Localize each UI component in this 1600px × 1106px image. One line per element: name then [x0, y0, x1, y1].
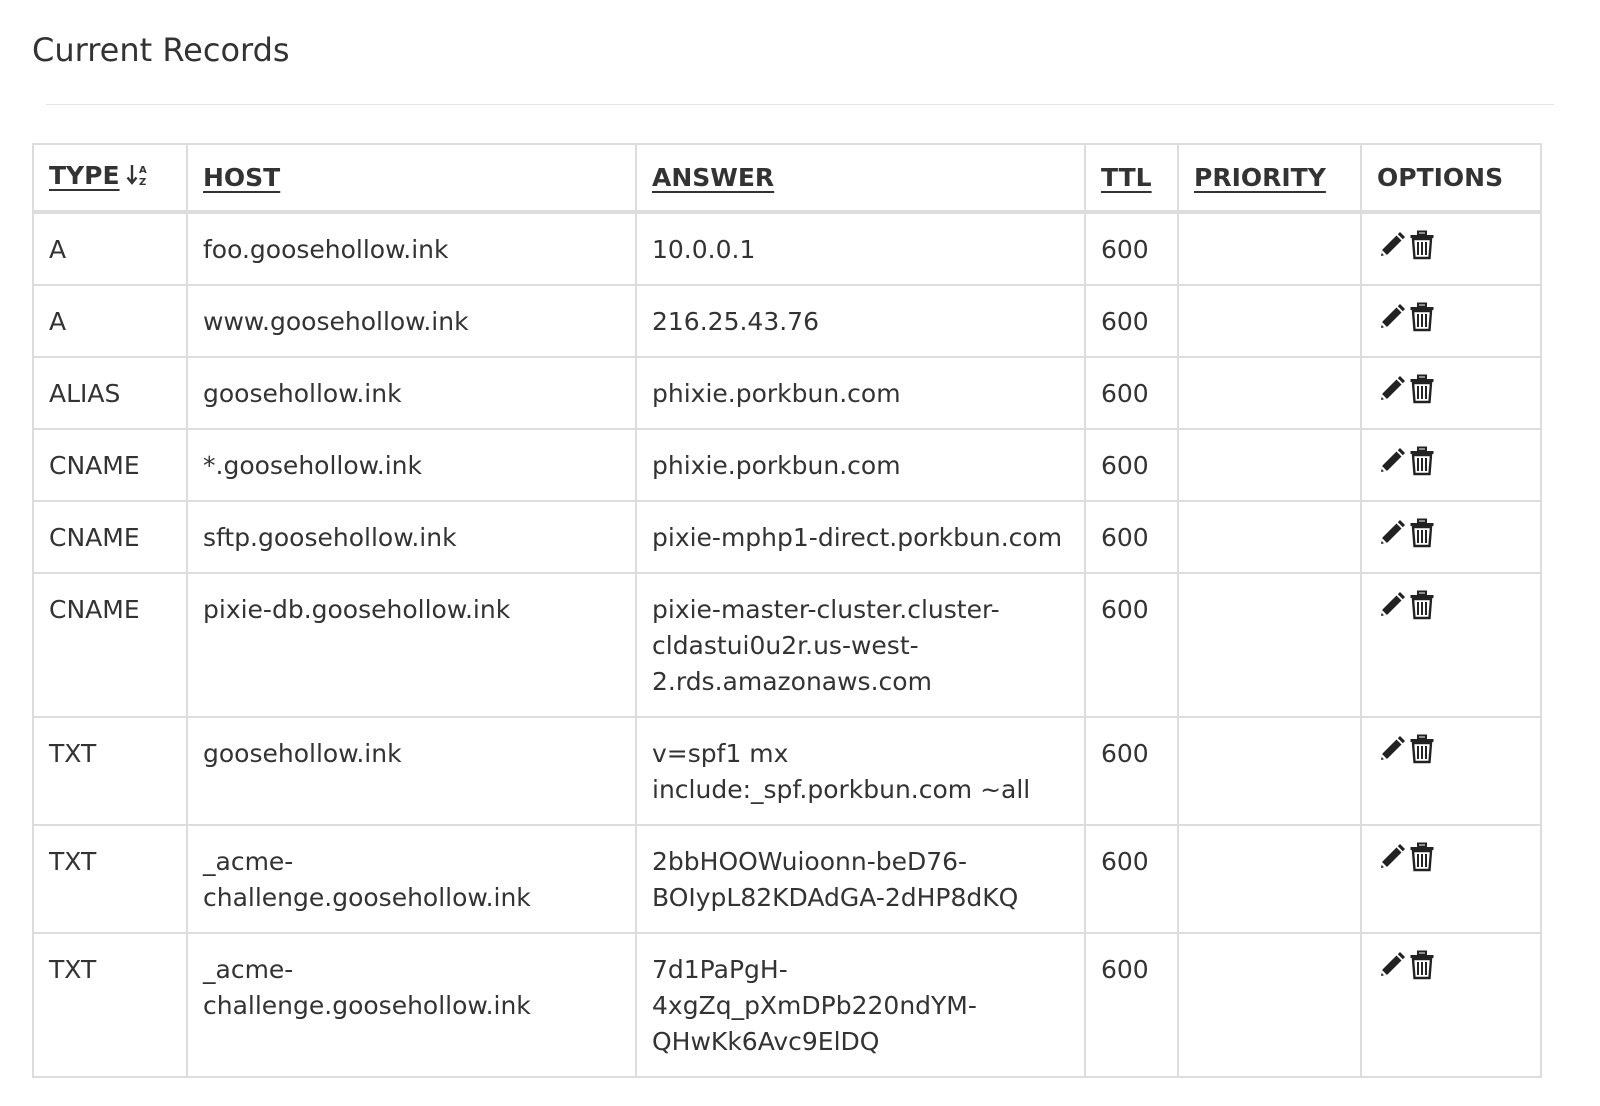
- sort-by-answer-link[interactable]: ANSWER: [652, 163, 775, 192]
- pencil-icon[interactable]: [1377, 518, 1405, 548]
- record-ttl: 600: [1085, 573, 1178, 717]
- record-priority: [1178, 357, 1361, 429]
- table-row: [33, 285, 1541, 357]
- sort-by-host-link[interactable]: HOST: [203, 163, 281, 192]
- table-row: [33, 825, 1541, 933]
- record-priority: [1178, 933, 1361, 1077]
- records-body: [33, 212, 1541, 1077]
- record-type: TXT: [33, 933, 187, 1077]
- header-ttl: [1085, 144, 1178, 212]
- trash-icon[interactable]: [1409, 302, 1437, 332]
- record-ttl: 600: [1085, 285, 1178, 357]
- record-host: _acme-challenge.goosehollow.ink: [187, 825, 636, 933]
- record-priority: [1178, 212, 1361, 285]
- trash-icon[interactable]: [1409, 446, 1437, 476]
- svg-text:A: A: [138, 165, 147, 176]
- record-host: goosehollow.ink: [187, 717, 636, 825]
- trash-icon[interactable]: [1409, 734, 1437, 764]
- record-host: foo.goosehollow.ink: [187, 212, 636, 285]
- pencil-icon[interactable]: [1377, 230, 1405, 260]
- sort-by-type-link[interactable]: TYPE: [49, 161, 120, 190]
- trash-icon[interactable]: [1409, 374, 1437, 404]
- record-answer: 216.25.43.76: [636, 285, 1085, 357]
- pencil-icon[interactable]: [1377, 590, 1405, 620]
- pencil-icon[interactable]: [1377, 446, 1405, 476]
- record-ttl: 600: [1085, 501, 1178, 573]
- sort-by-priority-link[interactable]: PRIORITY: [1194, 163, 1326, 192]
- sort-by-ttl-link[interactable]: TTL: [1101, 163, 1152, 192]
- svg-text:Z: Z: [138, 177, 146, 188]
- table-row: [33, 717, 1541, 825]
- record-ttl: 600: [1085, 717, 1178, 825]
- record-answer: 2bbHOOWuioonn-beD76-BOIypL82KDAdGA-2dHP8dKQ: [636, 825, 1085, 933]
- record-type: TXT: [33, 825, 187, 933]
- record-answer: pixie-mphp1-direct.porkbun.com: [636, 501, 1085, 573]
- record-host: pixie-db.goosehollow.ink: [187, 573, 636, 717]
- table-row: [33, 933, 1541, 1077]
- record-answer: pixie-master-cluster.cluster-cldastui0u2r.us-west-2.rds.amazonaws.com: [636, 573, 1085, 717]
- record-host: sftp.goosehollow.ink: [187, 501, 636, 573]
- record-answer: phixie.porkbun.com: [636, 357, 1085, 429]
- header-answer: [636, 144, 1085, 212]
- pencil-icon[interactable]: [1377, 842, 1405, 872]
- table-row: [33, 501, 1541, 573]
- table-row: [33, 212, 1541, 285]
- record-ttl: 600: [1085, 825, 1178, 933]
- trash-icon[interactable]: [1409, 842, 1437, 872]
- header-host: [187, 144, 636, 212]
- record-ttl: 600: [1085, 429, 1178, 501]
- record-priority: [1178, 573, 1361, 717]
- record-type: A: [33, 212, 187, 285]
- record-ttl: 600: [1085, 933, 1178, 1077]
- record-ttl: 600: [1085, 357, 1178, 429]
- pencil-icon[interactable]: [1377, 302, 1405, 332]
- record-options: [1361, 825, 1541, 933]
- record-priority: [1178, 717, 1361, 825]
- record-ttl: 600: [1085, 212, 1178, 285]
- trash-icon[interactable]: [1409, 950, 1437, 980]
- record-type: ALIAS: [33, 357, 187, 429]
- record-options: [1361, 933, 1541, 1077]
- header-type: [33, 144, 187, 212]
- title-divider: [46, 104, 1554, 105]
- record-answer: 7d1PaPgH-4xgZq_pXmDPb220ndYM-QHwKk6Avc9ElDQ: [636, 933, 1085, 1077]
- record-options: [1361, 357, 1541, 429]
- header-priority: [1178, 144, 1361, 212]
- record-type: A: [33, 285, 187, 357]
- pencil-icon[interactable]: [1377, 374, 1405, 404]
- record-priority: [1178, 429, 1361, 501]
- table-row: [33, 573, 1541, 717]
- record-answer: phixie.porkbun.com: [636, 429, 1085, 501]
- record-type: CNAME: [33, 573, 187, 717]
- trash-icon[interactable]: [1409, 590, 1437, 620]
- pencil-icon[interactable]: [1377, 950, 1405, 980]
- page-title: Current Records: [32, 31, 290, 69]
- record-options: [1361, 717, 1541, 825]
- table-row: [33, 429, 1541, 501]
- table-row: [33, 357, 1541, 429]
- pencil-icon[interactable]: [1377, 734, 1405, 764]
- record-options: [1361, 429, 1541, 501]
- record-options: [1361, 212, 1541, 285]
- record-priority: [1178, 285, 1361, 357]
- trash-icon[interactable]: [1409, 518, 1437, 548]
- record-host: goosehollow.ink: [187, 357, 636, 429]
- record-options: [1361, 501, 1541, 573]
- record-answer: 10.0.0.1: [636, 212, 1085, 285]
- record-type: TXT: [33, 717, 187, 825]
- record-host: *.goosehollow.ink: [187, 429, 636, 501]
- record-priority: [1178, 825, 1361, 933]
- record-answer: v=spf1 mx include:_spf.porkbun.com ~all: [636, 717, 1085, 825]
- record-host: www.goosehollow.ink: [187, 285, 636, 357]
- record-type: CNAME: [33, 501, 187, 573]
- record-host: _acme-challenge.goosehollow.ink: [187, 933, 636, 1077]
- record-priority: [1178, 501, 1361, 573]
- record-options: [1361, 573, 1541, 717]
- trash-icon[interactable]: [1409, 230, 1437, 260]
- table-header-row: [33, 144, 1541, 212]
- record-options: [1361, 285, 1541, 357]
- header-options: OPTIONS: [1361, 144, 1541, 212]
- dns-records-table: [32, 143, 1542, 1078]
- record-type: CNAME: [33, 429, 187, 501]
- sort-alpha-down-icon[interactable]: [126, 162, 150, 194]
